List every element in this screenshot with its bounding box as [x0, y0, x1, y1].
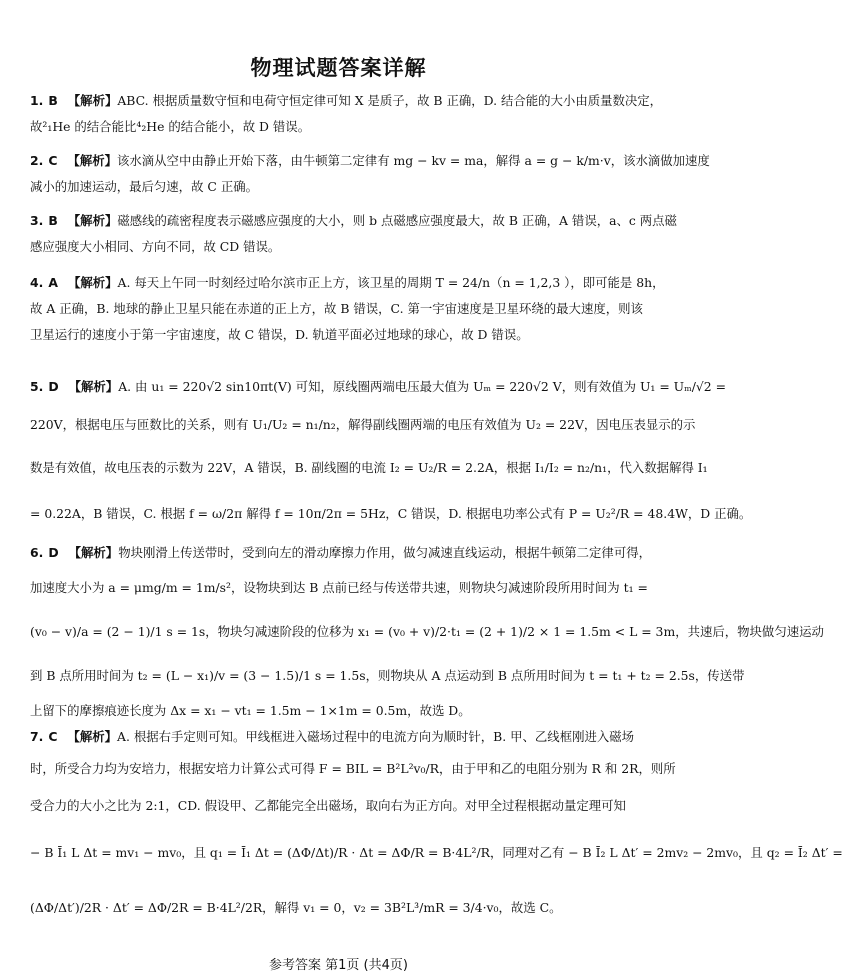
item-text: A. 根据右手定则可知。甲线框进入磁场过程中的电流方向为顺时针，B. 甲、乙线框刚进入磁场: [117, 729, 635, 744]
item-line: (v₀ − v)/a = (2 − 1)/1 s = 1s，物块匀减速阶段的位移为 x₁ = (v₀ + v)/2·t₁ = (2 + 1)/2 × 1 = 1.5m < L = 3m，共速后，物块做匀速运动: [30, 624, 824, 639]
answer-item-1: [30, 88, 663, 140]
item-number: 7.: [30, 729, 44, 744]
item-answer: B: [48, 93, 58, 108]
analysis-tag: 【解析】: [67, 275, 118, 290]
analysis-tag: 【解析】: [67, 729, 117, 744]
item-line: = 0.22A，B 错误，C. 根据 f = ω/2π 解得 f = 10π/2π = 5Hz，C 错误，D. 根据电功率公式有 P = U₂²/R = 48.4W，D 正确。: [30, 506, 752, 521]
item-answer: C: [48, 729, 58, 744]
item-line: [30, 148, 710, 174]
item-line: 受合力的大小之比为 2:1，CD. 假设甲、乙都能完全出磁场，取向右为正方向。对甲全过程根据动量定理可知: [30, 798, 626, 813]
answer-item-3: [30, 208, 677, 260]
item-text: 物块刚滑上传送带时，受到向左的滑动摩擦力作用，做匀减速直线运动，根据牛顿第二定律可得，: [118, 545, 651, 560]
answer-item-5: [30, 368, 752, 536]
item-line: 到 B 点所用时间为 t₂ = (L − x₁)/v = (3 − 1.5)/1 s = 1.5s，则物块从 A 点运动到 B 点所用时间为 t = t₁ + t₂ = 2.5s，传送带: [30, 668, 745, 683]
item-line: 数是有效值，故电压表的示数为 22V，A 错误，B. 副线圈的电流 I₂ = U₂/R = 2.2A，根据 I₁/I₂ = n₂/n₁，代入数据解得 I₁: [30, 460, 708, 475]
item-line: 感应强度大小相同、方向不同，故 CD 错误。: [30, 239, 281, 254]
item-line: 减小的加速运动，最后匀速，故 C 正确。: [30, 179, 258, 194]
item-text: A. 由 u₁ = 220√2 sin10πt(V) 可知，原线圈两端电压最大值为 Uₘ = 220√2 V，则有效值为 U₁ = Uₘ/√2 =: [118, 379, 726, 394]
analysis-tag: 【解析】: [68, 379, 119, 394]
item-answer: C: [48, 153, 58, 168]
item-line: 220V，根据电压与匝数比的关系，则有 U₁/U₂ = n₁/n₂，解得副线圈两端的电压有效值为 U₂ = 22V，因电压表显示的示: [30, 417, 696, 432]
item-line: 加速度大小为 a = μmg/m = 1m/s²，设物块到达 B 点前已经与传送带共速，则物块匀减速阶段所用时间为 t₁ =: [30, 580, 648, 595]
item-line: 故 A 正确，B. 地球的静止卫星只能在赤道的正上方，故 B 错误，C. 第一宇宙速度是卫星环绕的最大速度，则该: [30, 301, 643, 316]
item-line: 时，所受合力均为安培力，根据安培力计算公式可得 F = BIL = B²L²v₀/R，由于甲和乙的电阻分别为 R 和 2R，则所: [30, 761, 676, 776]
page-footer: 参考答案 第1页 (共4页): [269, 958, 408, 973]
answer-item-7: [30, 724, 843, 934]
item-text: 该水滴从空中由静止开始下落，由牛顿第二定律有 mg − kv = ma，解得 a = g − k/m·v，该水滴做加速度: [117, 153, 710, 168]
item-answer: D: [48, 379, 59, 394]
item-line: − B Ī₁ L Δt = mv₁ − mv₀，且 q₁ = Ī₁ Δt = (ΔΦ/Δt)/R · Δt = ΔΦ/R = B·4L²/R，同理对乙有 − B Ī₂ L Δt′ = 2mv₂ − 2mv₀，且 q₂ = Ī₂ Δt′ =: [30, 845, 843, 860]
item-line: (ΔΦ/Δt′)/2R · Δt′ = ΔΦ/2R = B·4L²/2R，解得 v₁ = 0，v₂ = 3B²L³/mR = 3/4·v₀，故选 C。: [30, 900, 562, 915]
item-number: 3.: [30, 213, 44, 228]
item-text: A. 每天上午同一时刻经过哈尔滨市正上方，该卫星的周期 T = 24/n（n = 1,2,3 ），即可能是 8h，: [117, 275, 665, 290]
item-number: 2.: [30, 153, 44, 168]
item-answer: D: [48, 545, 59, 560]
item-number: 6.: [30, 545, 44, 560]
item-text: ABC. 根据质量数守恒和电荷守恒定律可知 X 是质子，故 B 正确，D. 结合能的大小由质量数决定，: [117, 93, 663, 108]
item-answer: A: [48, 275, 58, 290]
item-answer: B: [48, 213, 58, 228]
item-line: [30, 88, 663, 114]
item-number: 1.: [30, 93, 44, 108]
answer-item-4: [30, 270, 665, 348]
item-line: [30, 368, 726, 406]
answer-item-6: [30, 540, 824, 724]
analysis-tag: 【解析】: [67, 213, 118, 228]
item-number: 5.: [30, 379, 44, 394]
page-title: 物理试题答案详解: [250, 56, 427, 80]
analysis-tag: 【解析】: [68, 545, 119, 560]
item-line: 上留下的摩擦痕迹长度为 Δx = x₁ − vt₁ = 1.5m − 1×1m = 0.5m，故选 D。: [30, 703, 471, 718]
item-line: 故²₁He 的结合能比⁴₂He 的结合能小，故 D 错误。: [30, 119, 311, 134]
analysis-tag: 【解析】: [67, 153, 117, 168]
item-number: 4.: [30, 275, 44, 290]
item-line: [30, 724, 660, 750]
item-line: [30, 540, 660, 566]
answer-item-2: [30, 148, 710, 200]
item-line: 卫星运行的速度小于第一宇宙速度，故 C 错误，D. 轨道平面必过地球的球心，故 D 错误。: [30, 327, 529, 342]
item-line: [30, 270, 665, 296]
item-line: [30, 208, 677, 234]
analysis-tag: 【解析】: [67, 93, 118, 108]
item-text: 磁感线的疏密程度表示磁感应强度的大小，则 b 点磁感应强度最大，故 B 正确，A 错误，a、c 两点磁: [117, 213, 677, 228]
